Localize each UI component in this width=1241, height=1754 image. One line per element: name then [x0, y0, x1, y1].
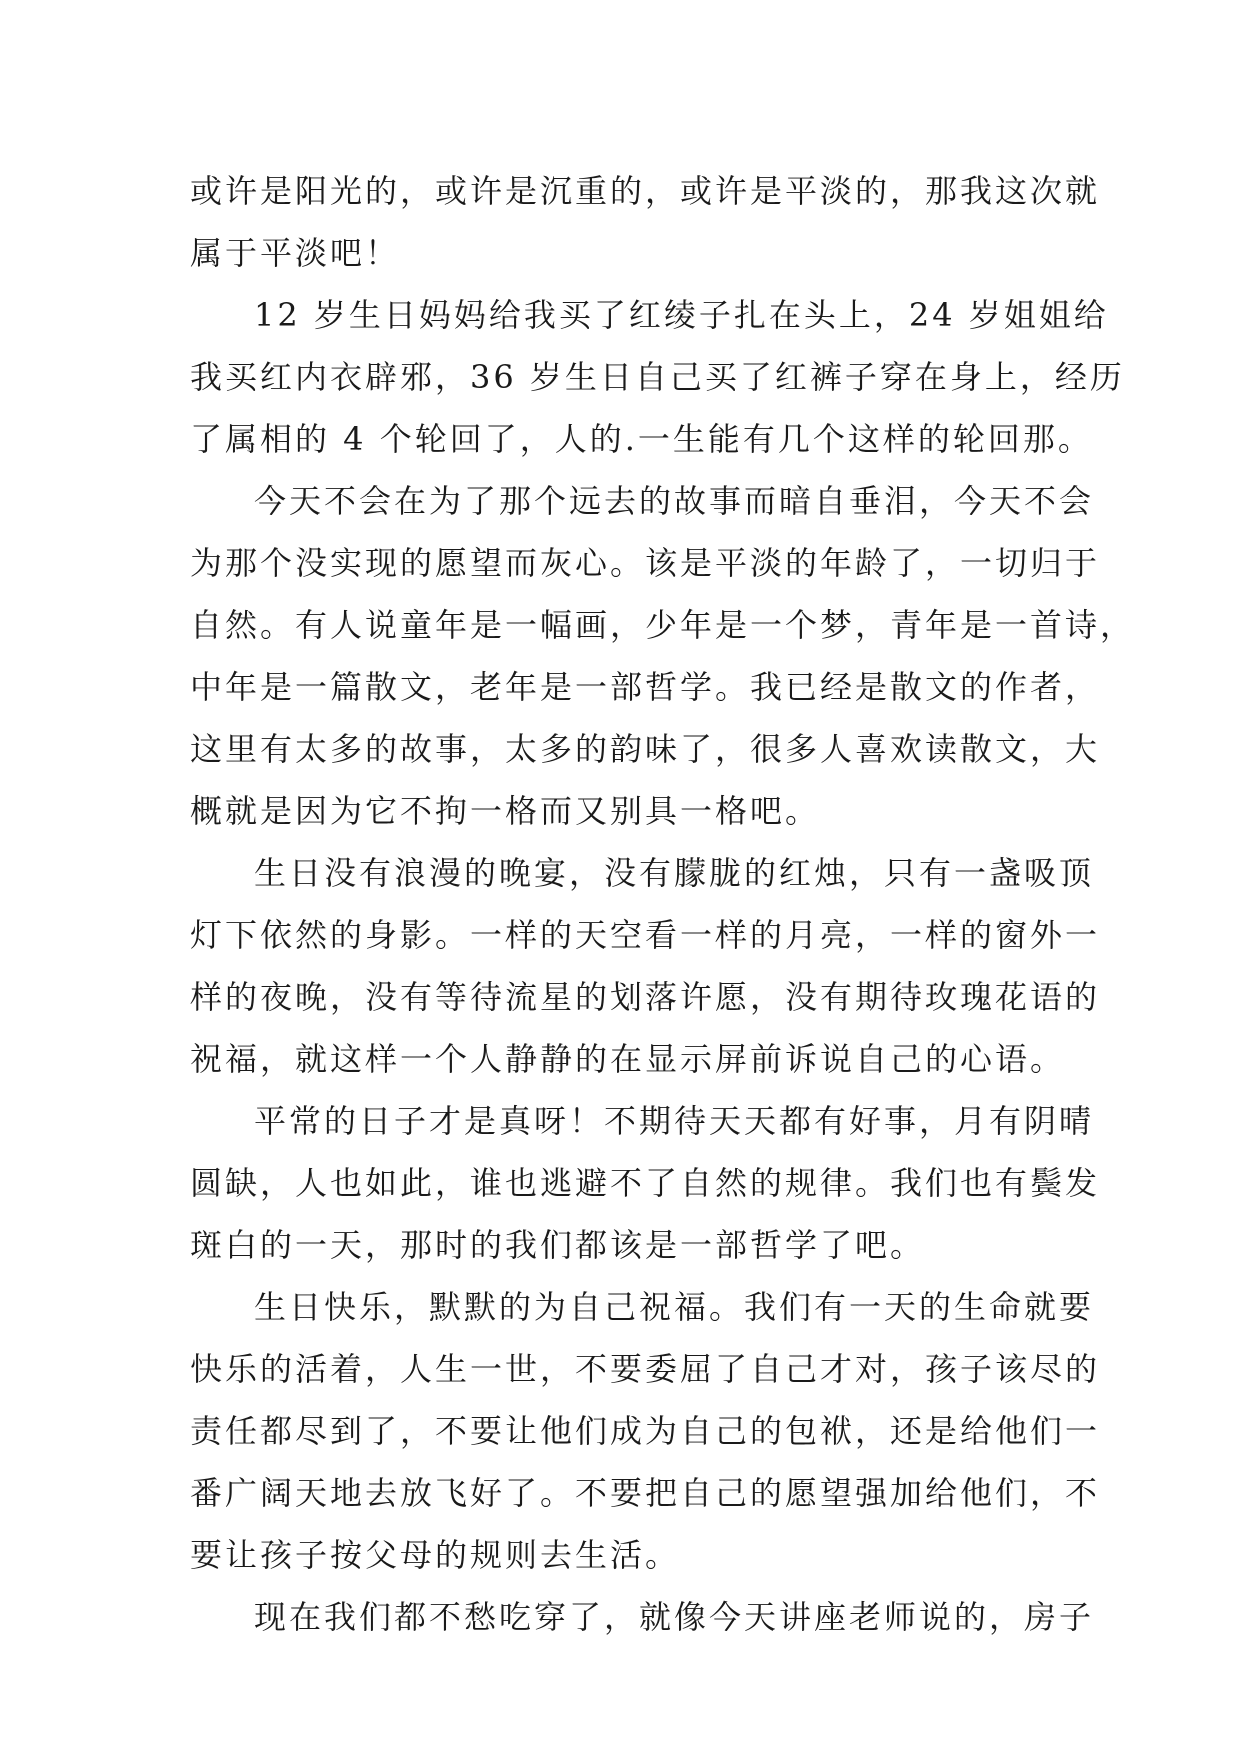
paragraph-first-line: 现在我们都不愁吃穿了，就像今天讲座老师说的，房子 — [254, 1598, 1095, 1636]
text-line: 概就是因为它不拘一格而又别具一格吧。 — [190, 792, 821, 830]
text-line: 了属相的 4 个轮回了，人的.一生能有几个这样的轮回那。 — [190, 420, 1093, 458]
text-line: 责任都尽到了，不要让他们成为自己的包袱，还是给他们一 — [190, 1412, 1101, 1450]
text-line: 我买红内衣辟邪，36 岁生日自己买了红裤子穿在身上，经历 — [190, 358, 1125, 396]
text-line: 灯下依然的身影。一样的天空看一样的月亮，一样的窗外一 — [190, 916, 1101, 954]
text-line: 番广阔天地去放飞好了。不要把自己的愿望强加给他们，不 — [190, 1474, 1101, 1512]
document-body — [190, 160, 1136, 1648]
text-line: 中年是一篇散文，老年是一部哲学。我已经是散文的作者， — [190, 668, 1101, 706]
paragraph-first-line: 平常的日子才是真呀！不期待天天都有好事，月有阴晴 — [254, 1102, 1095, 1140]
text-line: 或许是阳光的，或许是沉重的，或许是平淡的，那我这次就 — [190, 172, 1101, 210]
paragraph-first-line: 12 岁生日妈妈给我买了红绫子扎在头上，24 岁姐姐给 — [254, 296, 1109, 334]
text-line: 为那个没实现的愿望而灰心。该是平淡的年龄了，一切归于 — [190, 544, 1101, 582]
text-line: 这里有太多的故事，太多的韵味了，很多人喜欢读散文，大 — [190, 730, 1101, 768]
paragraph-first-line: 生日没有浪漫的晚宴，没有朦胧的红烛，只有一盏吸顶 — [254, 854, 1095, 892]
text-line: 圆缺，人也如此，谁也逃避不了自然的规律。我们也有鬓发 — [190, 1164, 1101, 1202]
text-line: 样的夜晚，没有等待流星的划落许愿，没有期待玫瑰花语的 — [190, 978, 1101, 1016]
text-line: 快乐的活着，人生一世，不要委屈了自己才对，孩子该尽的 — [190, 1350, 1101, 1388]
paragraph-first-line: 生日快乐，默默的为自己祝福。我们有一天的生命就要 — [254, 1288, 1095, 1326]
text-line: 要让孩子按父母的规则去生活。 — [190, 1536, 681, 1574]
text-line: 祝福，就这样一个人静静的在显示屏前诉说自己的心语。 — [190, 1040, 1066, 1078]
text-line: 属于平淡吧！ — [190, 234, 401, 272]
text-line: 斑白的一天，那时的我们都该是一部哲学了吧。 — [190, 1226, 926, 1264]
paragraph-first-line: 今天不会在为了那个远去的故事而暗自垂泪，今天不会 — [254, 482, 1095, 520]
text-line: 自然。有人说童年是一幅画，少年是一个梦，青年是一首诗， — [190, 606, 1136, 644]
